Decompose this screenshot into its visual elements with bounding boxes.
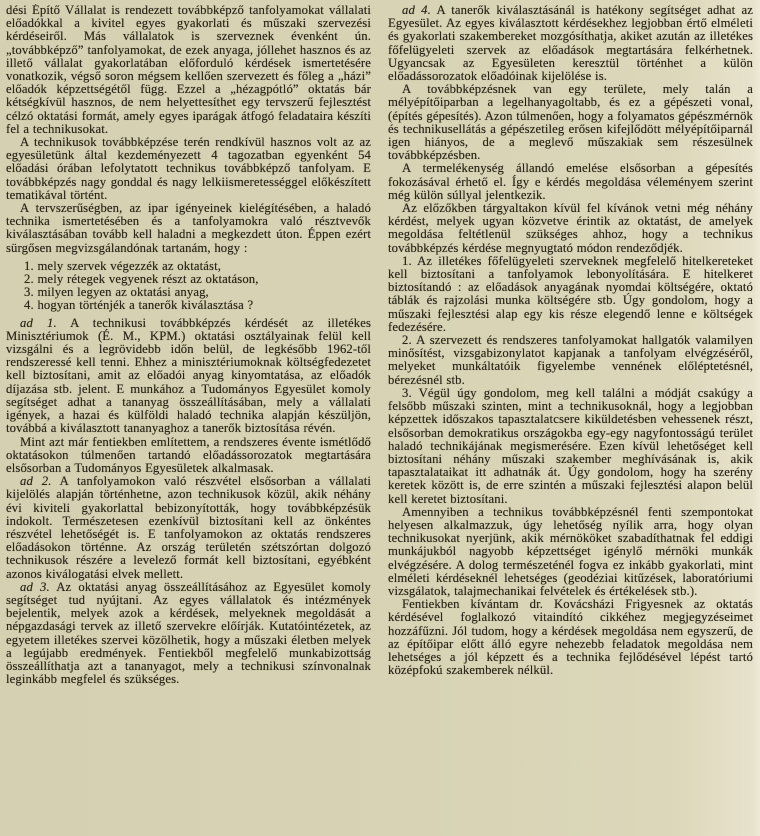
paragraph-lead: ad 4.: [402, 4, 431, 17]
paragraph-text: A tanfolyamokon való részvétel elsősorban a vállalati kijelölés alapján történhetne, azon technikusok közül, akik néhány évi kiviteli gyakorlattal bebizonyították, hogy továbbképzésük indokolt. Természetesen ezenkívül biztosítani kell az önkéntes részvétel lehetőségét is. E tanfolyamokon az oktatás rendszeres előadásokon történne. Az ország területén szétszórtan dolgozó technikusok részére a levelező formát kell biztosítani, egyébként azonos kiválogatási elvek mellett.: [6, 474, 371, 581]
paragraph: A termelékenység állandó emelése elsősorban a gépesítés fokozásával érhető el. Így e kérdés megoldása véleményem szerint még külön súllyal jelentkezik.: [388, 161, 753, 202]
left-column: [6, 4, 371, 836]
paragraph-continuation: dési Építő Vállalat is rendezett továbbképző tanfolyamokat vállalati előadókkal a kivitel egyes gyakorlati és műszaki szervezési kérdéseiről. Más vállalatok is szerveznek évenként ún. „továbbképző” tanfolyamokat, de ezek anyaga, jóllehet hasznos és az illető vállalat gyakorlatában előforduló kérdések ismertetésére vonatkozik, végső soron mégsem kellően szervezett és főleg a „házi” előadók képzettségétől függ. Ezzel a „hézagpótló” oktatás bár kétségkívül hasznos, de nem helyettesíthet egy tervszerű fejlesztést célzó oktatási formát, amely egyes iparágak átfogó feladataira készíti fel a technikusokat.: [6, 4, 371, 136]
paragraph: Az előzőkben tárgyaltakon kívül fel kívánok vetni még néhány kérdést, melyek ugyan közvetve érintik az oktatást, de amelyek megoldása feltétlenül szükséges ahhoz, hogy a technikus továbbképzés kérdése megnyugtató módon rendeződjék.: [388, 201, 753, 255]
paragraph-text: Az oktatási anyag összeállításához az Egyesület komoly segítséget tud nyújtani. Az egyes vállalatok és intézmények bejelentik, melyek azok a kérdések, melyeknek megoldását a népgazdasági tervek az illető szervekre előírják. Kutatóintézetek, az egyetem illetékes szervei közölhetik, hogy a műszaki életben melyek a legújabb eredmények. Fentiekből megfelelő munkabizottság összeállíthatja azt a tananyagot, mely a technikusi színvonalnak leginkább megfelel és szükséges.: [6, 579, 371, 687]
paragraph-ad2: [6, 475, 371, 581]
paragraph-lead: ad 2.: [20, 474, 52, 489]
paragraph-text: A tanerők kiválasztásánál is hatékony segítséget adhat az Egyesület. Az egyes kiválasztott kérdésekhez legjobban értő elméleti és gyakorlati szakembereket mozgósíthatja, akiket azután az illetékes főfelügyeleti szervek az előadások megtartására felkérhetnek. Ugyancsak az Egyesületen keresztül történhet a külön előadássorozatok előadóinak kijelölése is.: [388, 4, 753, 84]
paragraph: Mint azt már fentiekben említettem, a rendszeres évente ismétlődő oktatásokon túlmenően tartandó előadássorozatok megtartására elsősorban a Tudományos Egyesületek alkalmasak.: [6, 434, 371, 475]
numbered-point: 1. Az illetékes főfelügyeleti szerveknek megfelelő hitelkereteket kell biztosítani a tanfolyamok lebonyolítására. E hitelkeret biztosítandó : az előadások anyagának nyomdai költségére, oktató táblák és rajzolási munka költségére stb. Úgy gondolom, hogy a műszaki fejlesztési alap egy kis része elegendő lenne e költségek fedezésére.: [388, 253, 753, 334]
paragraph-lead: ad 3.: [20, 579, 50, 594]
paragraph: A továbbképzésnek van egy területe, mely talán a mélyépítőiparban a legelhanyagoltabb, és ez a gépészeti vonal, (építés gépesítés). Azon túlmenően, hogy a folyamatos gépészmérnök és technikusellátás a gépészetileg erősen kifejlődött mélyépítőiparnál igen hiányos, de a meglevő műszakiak sem részesülnek továbbképzésben.: [388, 82, 753, 163]
paragraph-text: A technikusi továbbképzés kérdését az illetékes Minisztériumok (É. M., KPM.) oktatási osztályainak felül kell vizsgálni és a legrövidebb időn belül, de legkésőbb 1962-től rendszeressé kell tenni. Ehhez a minisztériumoknak költségfedezetet kell biztosítani, amit az előadói anyag kinyomtatása, az előadók díjazása stb. jelent. E munkához a Tudományos Egyesület komoly segítséget adhat a tananyag összeállításában, mely a vállalati igények, a hazai és külföldi haladó technika alapján készüljön, továbbá a kiválasztott tananyaghoz a tanerők biztosítása révén.: [6, 315, 371, 436]
paragraph-ad4: [388, 4, 753, 83]
list-item: 1. mely szervek végezzék az oktatást,: [24, 258, 222, 273]
list-item: 4. hogyan történjék a tanerők kiválasztása ?: [24, 298, 254, 313]
numbered-point: 3. Végül úgy gondolom, meg kell találni a módját csakúgy a felsőbb műszaki szinten, mint a technikusoknál, hogy a legjobban képzettek időszakos tapasztalatcsere kiküldetésben vehessenek részt, elsősorban demokratikus országokba egy-egy nagyfontosságú terület haladó technikájának megismerésére. Ezen kívül lehetőséget kell biztosítani néhány műszaki szakember meghívásának is, akik tapasztalataikat itt adhatnák át. Úgy gondolom, hogy ha szerény keretek között is, de erre szintén a műszaki fejlesztési alapon belül kell keretet biztosítani.: [388, 385, 753, 506]
numbered-point: 2. A szervezett és rendszeres tanfolyamokat hallgatók valamilyen minősítést, vizsgabizonylatot kapjanak a tanfolyam elvégzéséről, melyeket munkáltatóik figyelembe vennének előléptetésnél, bérezésnél stb.: [388, 333, 753, 387]
paragraph-lead: ad 1.: [20, 315, 57, 330]
question-list: [6, 260, 371, 313]
paragraph: Fentiekben kívántam dr. Kovácsházi Frigyesnek az oktatás kérdésével foglalkozó vitaindító cikkéhez megjegyzéseimet hozzáfűzni. Jól tudom, hogy a kérdések megoldása nem egyszerű, de az építőipar előtt álló egyre nehezebb feladatok megoldása nem lehetséges a jól képzett és a technika fejlődésével lépést tartó középfokú szakemberek nélkül.: [388, 597, 753, 678]
paragraph-ad1: [6, 317, 371, 436]
paragraph-ad3: [6, 581, 371, 687]
paragraph: A technikusok továbbképzése terén rendkívül hasznos volt az az egyesületünk által kezdeményezett 4 tagozatban egyenként 54 előadási órában lefolytatott technikus továbbképző tanfolyam. E továbbképzés nagy gonddal és nagy lelkiismeretességgel előkészített tematikával történt.: [6, 135, 371, 202]
list-item: 2. mely rétegek vegyenek részt az oktatáson,: [24, 272, 259, 287]
paragraph: A tervszerűségben, az ipar igényeinek kielégítésében, a haladó technika ismertetésében és a tanfolyamokra való résztvevők kiválasztásában tovább kell haladni a megkezdett úton. Éppen ezért sürgősen megvizsgálandónak tartanám, hogy :: [6, 201, 371, 255]
list-item: 3. milyen legyen az oktatási anyag,: [24, 285, 209, 300]
paragraph: Amennyiben a technikus továbbképzésnél fenti szempontokat helyesen alkalmazzuk, úgy lehetőség nyílik arra, hogy olyan technikusokat nyerjünk, akik mérnököket szabadíthatnak fel eddigi munkájukból nagyobb képzettséget igénylő mérnöki munkák elvégzésére. A dolog természeténél fogva ez inkább gyakorlati, mint elméleti kérdéseknél lehetséges (geodéziai kitűzések, laboratóriumi vizsgálatok, talajmechanikai felvételek és értékelések stb.).: [388, 504, 753, 598]
right-column: [388, 4, 753, 836]
